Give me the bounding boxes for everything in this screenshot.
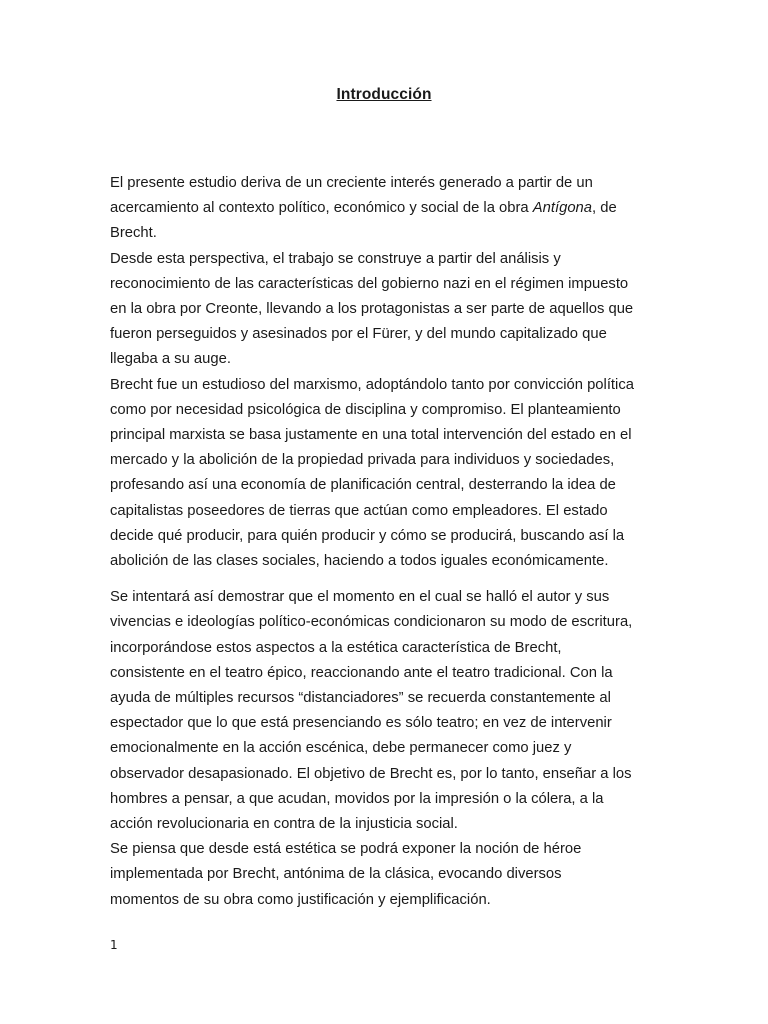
text-line: profesando así una economía de planificación central, desterrando la idea de (110, 477, 616, 494)
work-title-italic: Antígona (532, 200, 593, 217)
text-line: incorporándose estos aspectos a la estética característica de Brecht, (110, 639, 562, 656)
text-line: implementada por Brecht, antónima de la clásica, evocando diversos (110, 866, 562, 883)
text-line: decide qué producir, para quién producir y cómo se producirá, buscando así la (110, 527, 625, 544)
text-line: emocionalmente en la acción escénica, debe permanecer como juez y (110, 740, 572, 757)
text-line (110, 196, 670, 221)
text-line: Se piensa que desde está estética se podrá exponer la noción de héroe (110, 841, 582, 858)
text-segment: , de (592, 200, 617, 217)
text-line: capitalistas poseedores de tierras que actúan como empleadores. El estado (110, 502, 608, 519)
paragraph-3 (110, 373, 670, 575)
page-number: 1 (110, 938, 118, 952)
paragraph-2 (110, 247, 670, 373)
text-line: vivencias e ideologías político-económicas condicionaron su modo de escritura, (110, 614, 633, 631)
text-line: mercado y la abolición de la propiedad privada para individuos y sociedades, (110, 452, 615, 469)
text-line: reconocimiento de las características del gobierno nazi en el régimen impuesto (110, 275, 629, 292)
text-line: Brecht. (110, 225, 157, 242)
text-line: llegaba a su auge. (110, 351, 231, 368)
text-line: El presente estudio deriva de un creciente interés generado a partir de un (110, 175, 593, 191)
text-line: consistente en el teatro épico, reaccionando ante el teatro tradicional. Con la (110, 664, 613, 681)
text-line: observador desapasionado. El objetivo de Brecht es, por lo tanto, enseñar a los (110, 765, 632, 782)
paragraph-4 (110, 585, 670, 837)
text-line: acción revolucionaria en contra de la injusticia social. (110, 816, 458, 833)
text-line: Brecht fue un estudioso del marxismo, adoptándolo tanto por convicción política (110, 376, 634, 393)
text-line: principal marxista se basa justamente en una total intervención del estado en el (110, 427, 632, 444)
text-line: momentos de su obra como justificación y ejemplificación. (110, 891, 491, 908)
text-line: ayuda de múltiples recursos “distanciadores” se recuerda constantemente al (110, 690, 611, 707)
text-line: abolición de las clases sociales, haciendo a todos iguales económicamente. (110, 553, 609, 570)
text-segment: acercamiento al contexto político, económico y social de la obra (110, 200, 533, 217)
text-line: fueron perseguidos y asesinados por el Fürer, y del mundo capitalizado que (110, 326, 607, 343)
text-line: Desde esta perspectiva, el trabajo se construye a partir del análisis y (110, 250, 561, 267)
paragraph-1 (110, 171, 670, 247)
text-line: en la obra por Creonte, llevando a los protagonistas a ser parte de aquellos que (110, 301, 634, 318)
text-line: hombres a pensar, a que acudan, movidos por la impresión o la cólera, a la (110, 790, 604, 807)
page-title: Introducción (336, 86, 432, 103)
text-line: espectador que lo que está presenciando es sólo teatro; en vez de intervenir (110, 715, 612, 732)
document-body (110, 171, 670, 913)
paragraph-5 (110, 837, 670, 913)
text-line: Se intentará así demostrar que el momento en el cual se halló el autor y sus (110, 589, 610, 606)
text-line: como por necesidad psicológica de disciplina y compromiso. El planteamiento (110, 401, 621, 418)
